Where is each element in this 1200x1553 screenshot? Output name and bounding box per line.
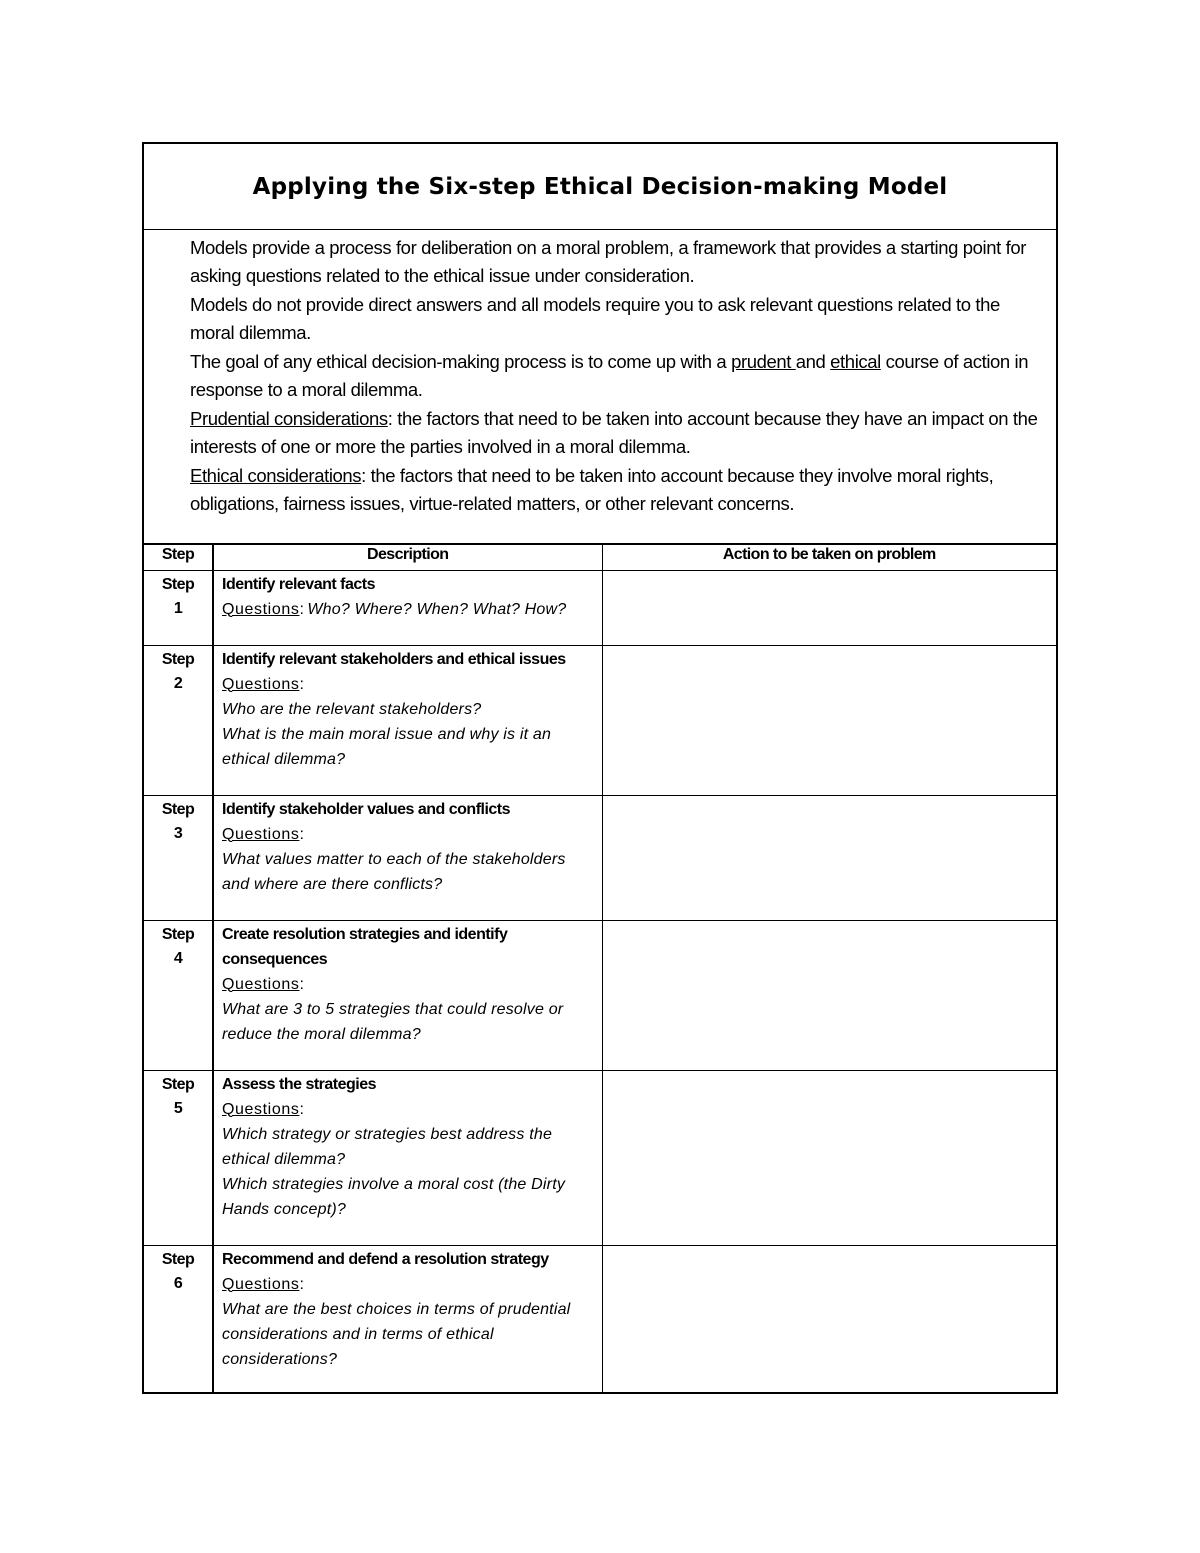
intro-paragraph-2: Models do not provide direct answers and all models require you to ask relevant questions related to the moral dilemma. xyxy=(190,294,1000,343)
intro-paragraph-1: Models provide a process for deliberation on a moral problem, a framework that provides a starting point for asking questions related to the ethical issue under consideration. xyxy=(190,237,1026,286)
table-header-row xyxy=(144,545,1056,570)
questions-label: Questions xyxy=(222,825,300,843)
header-step: Step xyxy=(144,545,213,570)
intro-p3-and: and xyxy=(795,351,831,372)
prudential-considerations-term: Prudential considerations xyxy=(190,408,388,429)
action-cell[interactable] xyxy=(602,795,1056,920)
ethical-term: ethical xyxy=(830,351,881,372)
action-cell[interactable] xyxy=(602,920,1056,1070)
step-cell xyxy=(144,645,213,795)
question-text: What is the main moral issue and why is it an ethical dilemma? xyxy=(222,725,552,768)
step-word: Step xyxy=(161,800,195,818)
step-number: 6 xyxy=(173,1274,183,1292)
step-word: Step xyxy=(161,1250,195,1268)
table-row xyxy=(144,920,1056,1070)
step-number: 3 xyxy=(173,824,183,842)
table-row xyxy=(144,1070,1056,1245)
intro-paragraph-3 xyxy=(190,348,1044,403)
intro-paragraph-5 xyxy=(190,462,1044,517)
questions-label: Questions xyxy=(222,675,300,693)
question-text: What are the best choices in terms of prudential considerations and in terms of ethical considerations? xyxy=(222,1300,571,1368)
table-row xyxy=(144,645,1056,795)
step-word: Step xyxy=(161,650,195,668)
description-cell: Identify stakeholder values and conflicts Questions: What values matter to each of the stakeholders and where are there conflicts? xyxy=(213,795,602,920)
step-cell xyxy=(144,920,213,1070)
questions-label: Questions xyxy=(222,975,300,993)
header-description: Description xyxy=(213,545,602,570)
step-word: Step xyxy=(161,1075,195,1093)
step-cell xyxy=(144,1070,213,1245)
question-text: What values matter to each of the stakeholders and where are there conflicts? xyxy=(222,850,566,893)
action-cell[interactable] xyxy=(602,645,1056,795)
intro-section xyxy=(144,230,1056,545)
table-row xyxy=(144,570,1056,645)
action-cell[interactable] xyxy=(602,1245,1056,1393)
intro-paragraph-4 xyxy=(190,405,1044,460)
questions-label: Questions xyxy=(222,1100,300,1118)
step-number: 5 xyxy=(173,1099,183,1117)
step-number: 4 xyxy=(173,949,183,967)
prudential-considerations-definition: : the factors that need to be taken into account because they have an impact on the interests of one or more the parties involved in a moral dilemma. xyxy=(190,408,1038,457)
ethical-considerations-term: Ethical considerations xyxy=(190,465,362,486)
step-title: Identify relevant stakeholders and ethical issues xyxy=(222,650,566,668)
step-word: Step xyxy=(161,925,195,943)
description-cell: Create resolution strategies and identify consequences Questions: What are 3 to 5 strategies that could resolve or reduce the moral dilemma? xyxy=(213,920,602,1070)
question-text: What are 3 to 5 strategies that could resolve or reduce the moral dilemma? xyxy=(222,1000,564,1043)
step-title: Identify relevant facts xyxy=(222,575,375,593)
questions-label: Questions xyxy=(222,600,300,618)
action-cell[interactable] xyxy=(602,1070,1056,1245)
action-cell[interactable] xyxy=(602,570,1056,645)
prudent-term: prudent xyxy=(731,351,796,372)
description-cell: Identify relevant stakeholders and ethical issues Questions: Who are the relevant stakeholders? What is the main moral issue and why is it an ethical dilemma? xyxy=(213,645,602,795)
header-action: Action to be taken on problem xyxy=(602,545,1056,570)
step-title: Identify stakeholder values and conflicts xyxy=(222,800,511,818)
step-title: Create resolution strategies and identify consequences xyxy=(222,925,508,968)
table-row xyxy=(144,1245,1056,1393)
questions-label: Questions xyxy=(222,1275,300,1293)
question-text: Which strategies involve a moral cost (the Dirty Hands concept)? xyxy=(222,1175,566,1218)
question-text: Who? Where? When? What? How? xyxy=(307,600,567,618)
step-cell xyxy=(144,570,213,645)
page-title: Applying the Six-step Ethical Decision-making Model xyxy=(252,173,948,200)
step-word: Step xyxy=(161,575,195,593)
step-number: 2 xyxy=(173,674,183,692)
table-row xyxy=(144,795,1056,920)
worksheet-frame xyxy=(142,142,1058,1394)
question-text: Which strategy or strategies best address the ethical dilemma? xyxy=(222,1125,553,1168)
ethical-considerations-definition: : the factors that need to be taken into account because they involve moral rights, obligations, fairness issues, virtue-related matters, or other relevant concerns. xyxy=(190,465,994,514)
step-title: Recommend and defend a resolution strategy xyxy=(222,1250,549,1268)
step-cell xyxy=(144,1245,213,1393)
intro-p3-start: The goal of any ethical decision-making process is to come up with a xyxy=(190,351,732,372)
steps-table xyxy=(144,545,1056,1393)
title-box xyxy=(144,144,1056,230)
description-cell: Assess the strategies Questions: Which strategy or strategies best address the ethical dilemma? Which strategies involve a moral cost (the Dirty Hands concept)? xyxy=(213,1070,602,1245)
description-cell: Recommend and defend a resolution strategy Questions: What are the best choices in terms of prudential considerations and in terms of ethical considerations? xyxy=(213,1245,602,1393)
step-cell xyxy=(144,795,213,920)
step-number: 1 xyxy=(173,599,183,617)
step-title: Assess the strategies xyxy=(222,1075,377,1093)
question-text: Who are the relevant stakeholders? xyxy=(222,700,482,718)
description-cell: Identify relevant facts Questions: Who? Where? When? What? How? xyxy=(213,570,602,645)
intro-p3-end: course of action in response to a moral dilemma. xyxy=(190,351,1029,400)
